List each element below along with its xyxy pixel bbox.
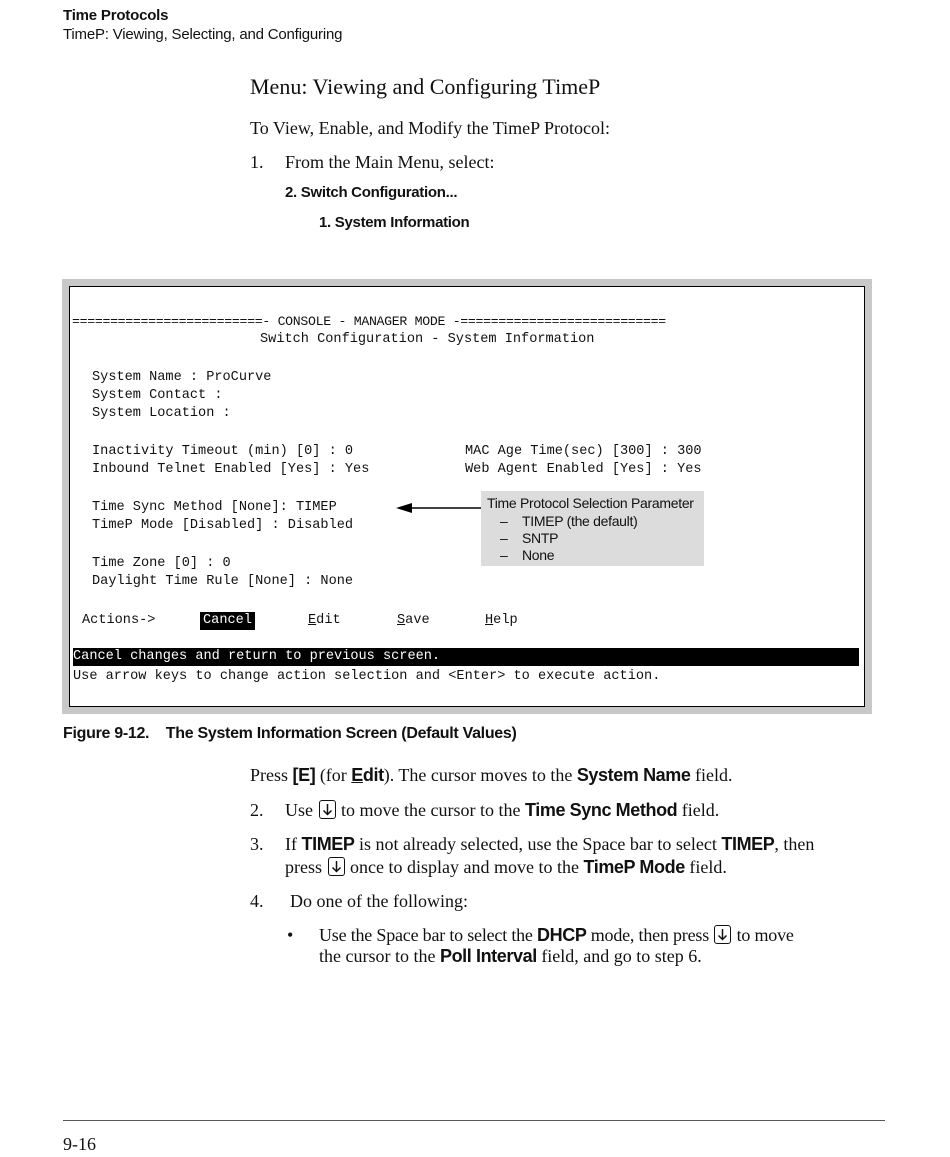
section-intro: To View, Enable, and Modify the TimeP Protocol:	[250, 118, 610, 138]
para-press-e: Press [E] (for Edit). The cursor moves to the System Name field.	[250, 765, 733, 785]
bullet-marker: •	[287, 925, 294, 945]
field-mac-age-time[interactable]: MAC Age Time(sec) [300] : 300	[465, 444, 702, 459]
field-timep-mode[interactable]: TimeP Mode [Disabled] : Disabled	[92, 518, 354, 533]
step-1-number: 1.	[250, 152, 264, 172]
field-time-zone[interactable]: Time Zone [0] : 0	[92, 556, 231, 571]
action-help-button[interactable]: Help	[485, 613, 518, 628]
step-2-text: Use to move the cursor to the Time Sync Method field.	[285, 800, 720, 820]
step-2-number: 2.	[250, 800, 264, 820]
step-1-text: From the Main Menu, select:	[285, 152, 495, 172]
figure-caption: Figure 9-12. The System Information Screen (Default Values)	[63, 725, 517, 742]
page-number: 9-16	[63, 1134, 96, 1154]
running-header-subtitle: TimeP: Viewing, Selecting, and Configuring	[63, 26, 343, 43]
hint-line: Use arrow keys to change action selection and <Enter> to execute action.	[73, 669, 661, 684]
status-line: Cancel changes and return to previous screen.	[73, 649, 441, 664]
section-heading: Menu: Viewing and Configuring TimeP	[250, 74, 601, 99]
callout-time-protocol-selection: Time Protocol Selection Parameter – TIMEP (the default) – SNTP – None	[481, 491, 704, 566]
callout-title: Time Protocol Selection Parameter	[487, 495, 694, 511]
footer-rule	[63, 1120, 885, 1121]
down-arrow-key-icon	[328, 857, 345, 876]
callout-arrow-icon	[396, 500, 486, 516]
action-cancel-button[interactable]: Cancel	[200, 612, 255, 630]
console-screenshot-frame	[62, 279, 872, 714]
step-3-line-1: If TIMEP is not already selected, use the Space bar to select TIMEP, then	[285, 834, 815, 854]
field-time-sync-method[interactable]: Time Sync Method [None]: TIMEP	[92, 500, 337, 515]
field-web-agent[interactable]: Web Agent Enabled [Yes] : Yes	[465, 462, 702, 477]
step-3-number: 3.	[250, 834, 264, 854]
down-arrow-key-icon	[714, 925, 731, 944]
action-edit-button[interactable]: Edit	[308, 613, 341, 628]
field-inactivity-timeout[interactable]: Inactivity Timeout (min) [0] : 0	[92, 444, 354, 459]
menu-path-system-information: 1. System Information	[319, 214, 470, 231]
console-screen	[69, 286, 865, 707]
console-screen-subtitle: Switch Configuration - System Information	[260, 332, 595, 347]
field-daylight-time-rule[interactable]: Daylight Time Rule [None] : None	[92, 574, 354, 589]
field-system-location[interactable]: System Location :	[92, 406, 231, 421]
bullet-1-line-1: Use the Space bar to select the DHCP mode, then press to move	[319, 925, 794, 945]
field-inbound-telnet[interactable]: Inbound Telnet Enabled [Yes] : Yes	[92, 462, 370, 477]
menu-path-switch-configuration: 2. Switch Configuration...	[285, 184, 458, 201]
console-title-line: =========================- CONSOLE - MANAGER MODE -===========================	[72, 314, 666, 329]
down-arrow-key-icon	[319, 800, 336, 819]
field-system-contact[interactable]: System Contact :	[92, 388, 223, 403]
step-3-line-2: press once to display and move to the TimeP Mode field.	[285, 857, 727, 877]
bullet-1-line-2: the cursor to the Poll Interval field, and go to step 6.	[319, 946, 702, 966]
step-4-number: 4.	[250, 891, 264, 911]
action-save-button[interactable]: Save	[397, 613, 430, 628]
running-header-title: Time Protocols	[63, 7, 169, 24]
field-system-name[interactable]: System Name : ProCurve	[92, 370, 272, 385]
actions-label: Actions->	[82, 613, 156, 628]
step-4-text: Do one of the following:	[290, 891, 468, 911]
